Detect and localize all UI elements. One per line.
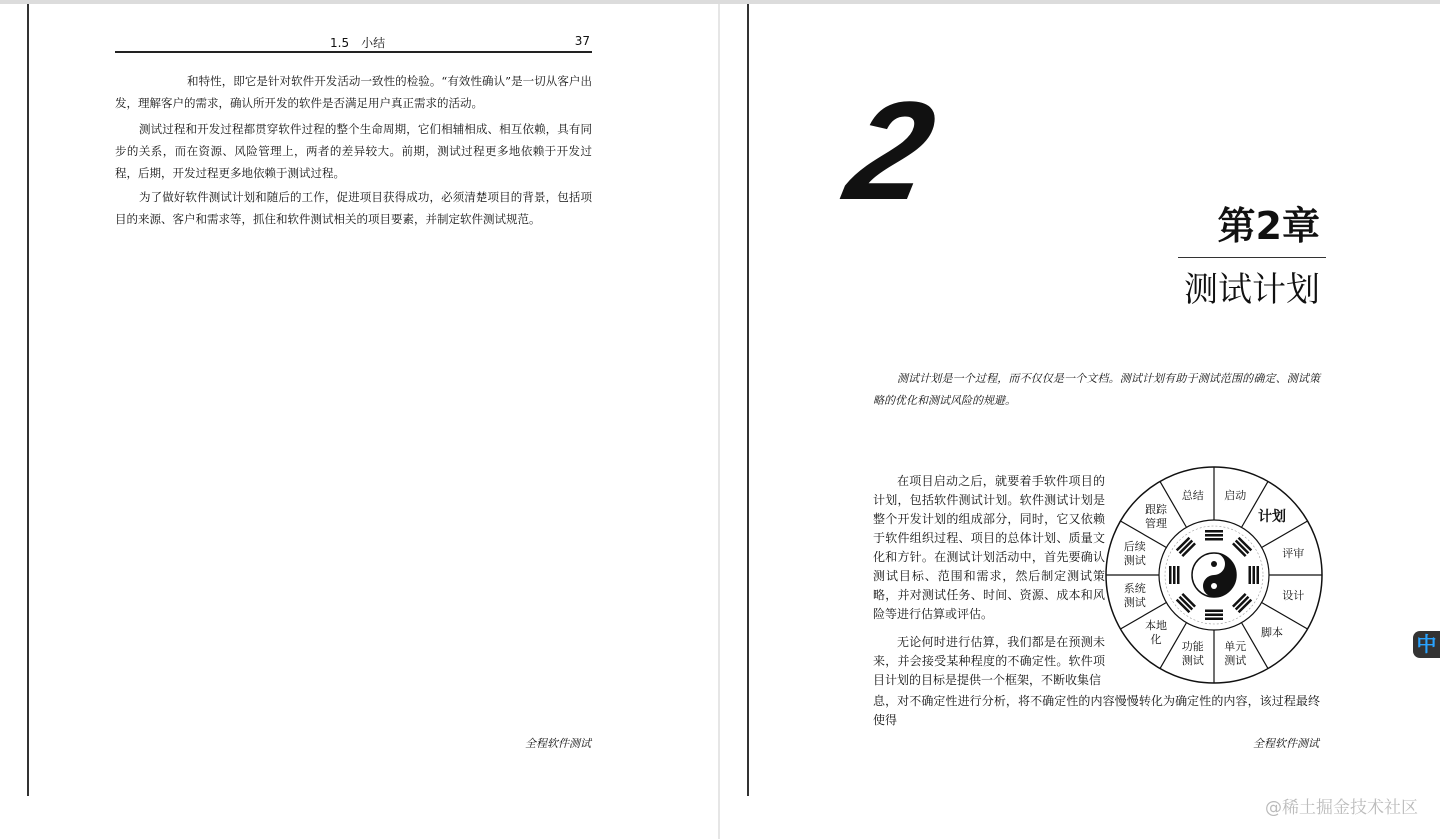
wheel-label: 计划 [1257, 509, 1286, 526]
page-footer: 全程软件测试 [525, 737, 591, 750]
wheel-label: 启动 [1224, 488, 1247, 502]
trigram-icon [1205, 610, 1223, 621]
wheel-label: 设计 [1282, 589, 1305, 603]
title-rule [1178, 257, 1326, 258]
wheel-label: 总结 [1181, 488, 1204, 502]
chapter-title: 测试计划 [1184, 270, 1320, 310]
yin-yang-icon [1192, 553, 1236, 597]
wheel-label: 功能测试 [1181, 640, 1204, 668]
running-header [115, 34, 592, 53]
test-cycle-wheel [1104, 465, 1324, 685]
wheel-label: 后续测试 [1123, 539, 1146, 567]
wheel-label: 本地化 [1145, 618, 1168, 646]
page-footer: 全程软件测试 [1253, 737, 1319, 750]
paragraph: 无论何时进行估算，我们都是在预测未来，并会接受某种程度的不确定性。软件项目计划的目标是提供一个框架，不断收集信 [873, 635, 1105, 687]
paragraph: 在项目启动之后，就要着手软件项目的计划，包括软件测试计划。软件测试计划是整个开发计划的组成部分，同时，它又依赖于软件组织过程、项目的总体计划、质量文化和方针。在测试计划活动中，首先要确认测试目标、范围和需求，然后制定测试策略，并对测试任务、时间、资源、成本和风险等进行估算或评估。 [873, 474, 1105, 621]
page-border [747, 4, 749, 796]
chapter-intro: 测试计划是一个过程，而不仅仅是一个文档。测试计划有助于测试范围的确定、测试策略的优化和测试风险的规避。 [873, 372, 1320, 407]
paragraph: 测试过程和开发过程都贯穿软件过程的整个生命周期，它们相辅相成、相互依赖，具有同步的关系，而在资源、风险管理上，两者的差异较大。前期，测试过程更多地依赖于开发过程，后期，开发过程更多地依赖于测试过程。 [115, 122, 592, 180]
chapter-number: 2 [835, 72, 941, 229]
wheel-label: 跟踪管理 [1145, 503, 1168, 531]
trigram-icon [1249, 566, 1260, 584]
header-section: 1.5 小结 [330, 36, 386, 50]
paragraph: 息，对不确定性进行分析，将不确定性的内容慢慢转化为确定性的内容，该过程最终使得 [873, 694, 1320, 727]
paragraph: 为了做好软件测试计划和随后的工作，促进项目获得成功，必须清楚项目的背景，包括项目的来源、客户和需求等，抓住和软件测试相关的项目要素，并制定软件测试规范。 [115, 190, 592, 226]
page-border [27, 4, 29, 796]
wheel-label: 脚本 [1260, 625, 1283, 639]
wheel-graphic [1104, 465, 1324, 685]
chapter-label: 第2章 [1217, 204, 1320, 248]
paragraph: 和特性，即它是针对软件开发活动一致性的检验。“有效性确认”是一切从客户出发，理解客户的需求，确认所开发的软件是否满足用户真正需求的活动。 [115, 74, 592, 110]
wheel-label: 单元测试 [1224, 640, 1247, 668]
wheel-label: 系统测试 [1123, 582, 1146, 610]
trigram-icon [1169, 566, 1180, 584]
wheel-label: 评审 [1282, 546, 1305, 560]
left-page [0, 4, 718, 839]
page-number: 37 [574, 34, 590, 48]
trigram-icon [1205, 530, 1223, 541]
ime-indicator[interactable]: 中 [1413, 631, 1440, 658]
watermark: @稀土掘金技术社区 [1265, 798, 1418, 818]
